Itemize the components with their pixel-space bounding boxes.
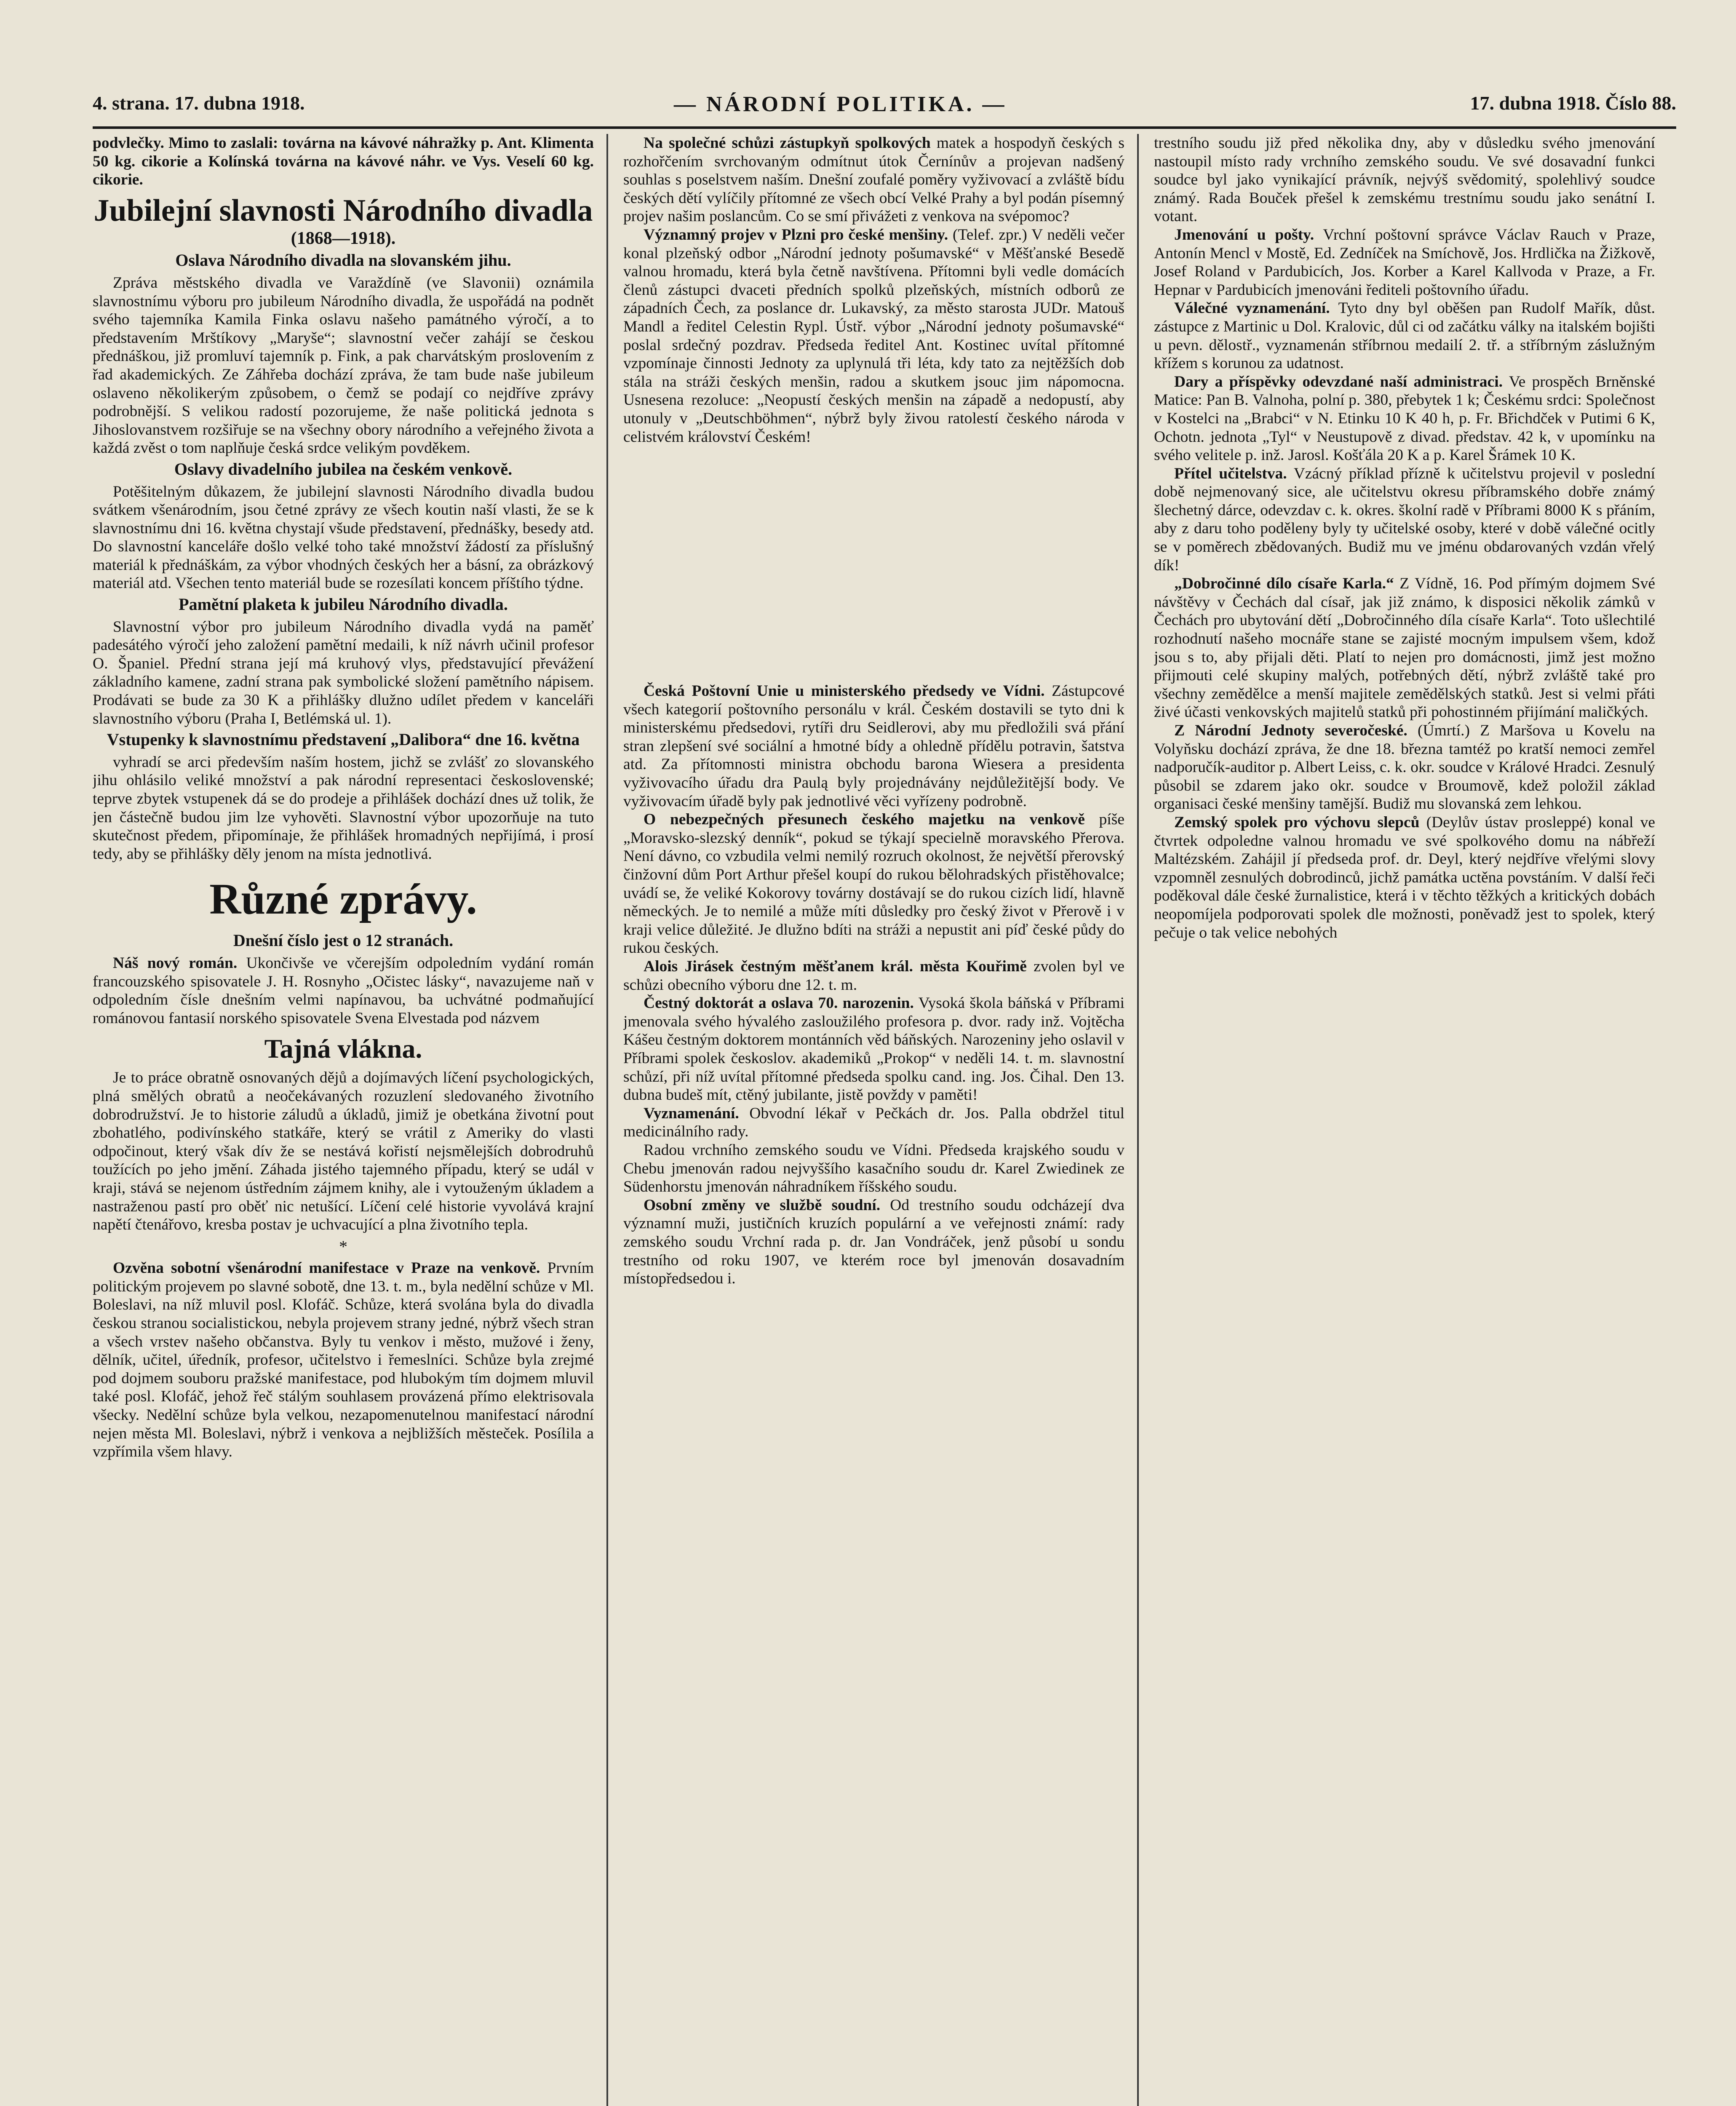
article-text: Prvním politickým projevem po slavné sobotě, dne 13. t. m., byla nedělní schůze v Ml. Boleslavi, na níž mluvil posl. Klofáč. Schůze, která svolána byla do divadla českou stranou socialistickou, nebyla projevem strany jedné, nýbrž všech stran a všech vrstev našeho občanstva. Byly tu venkov i město, mužové i ženy, dělník, učitel, úředník, profesor, učitelstvo i řemeslníci. Schůze byla zrejmé pod dojmem souboru pražské manifestace, pod hlubokým tím dojmem mluvil také posl. Klofáč, jehož řeč stálým souhlasem provázená přímo elektrisovala všecky. Nedělní schůze byla velkou, nezapomenutelnou manifestací národní nejen města Ml. Boleslavi, nýbrž i venkova a nejbližších městeček. Posílila a vzpřímila všem hlavy. [93, 1259, 594, 1461]
article-text: matek a hospodyň českých s rozhořčením svrchovaným odmítnut útok Černínův a projevan nadšený souhlas s poselstvem naším. Dnešní zoufalé poměry vyživovací a zvláště bídu českých dětí vylíčily přítomné ze všech obcí Velké Prahy a byl podán písemný projev našim poslancům. Co se smí přivážeti z venkova na svépomoc? [623, 134, 1124, 225]
masthead-title: — NÁRODNÍ POLITIKA. — [674, 92, 1007, 116]
article-lead: Zemský spolek pro výchovu slepců [1174, 813, 1420, 831]
article-text: Vzácný příklad přízně k učitelstvu projevil v poslední době nejmenovaný sice, ale učitelstvu okresu příbramského dobře známý šlechetný dárce, odevzdav c. k. okres. školní radě v Příbrami 8000 K s přáním, aby z daru toho poděleny byly ty učitelské osoby, které v době válečné ocitly se v poměrech zbědovaných. Budiž mu ve jménu obdarovaných vzdán vřelý dík! [1154, 465, 1655, 574]
article-lead: Česká Poštovní Unie u ministerského předsedy ve Vídni. [644, 682, 1045, 700]
article-lead: Osobní změny ve službě soudní. [644, 1196, 881, 1214]
article-lead: Alois Jirásek čestným měšťanem král. města Kouřimě [644, 958, 1027, 975]
article-text: Od trestního soudu odcházejí dva významní muži, justičních kruzích populární a ve veřejnosti známí: rady zemského soudu Vrchní rada p. dr. Jan Vondráček, jenž působí u sondu trestního od roku 1907, ve kterém roce byl jmenován dosavadním místopředsedou i. [623, 1196, 1124, 1288]
article-subheading: Oslava Národního divadla na slovanském jihu. [175, 251, 511, 270]
article-text: Zpráva městského divadla ve Varaždíně (ve Slavonii) oznámila slavnostnímu výboru pro jubileum Národního divadla, že uspořádá na podnět svého tajemníka Kamila Finka oslavu našeho památného výročí, a to představením Mrštíkovy „Maryše“; slavnostní večer zahájí se českou přednáškou, již promluví tajemník p. Fink, a pak charvátským proslovením z řad akademických. Ze Záhřeba dochází zpráva, že tam bude naše jubileum oslaveno několikerým způsobem, o čemž se podají co nejdříve zprávy podrobnější. S velikou radostí pozorujeme, že naše politická jednota s Jihoslovanstvem rozšiřuje se na všechny obory národního a veřejného života a každá zvěst o tom naplňuje česká srdce velikým povděkem. [93, 274, 594, 457]
article-lead: Dary a příspěvky odevzdané naší administraci. [1174, 373, 1503, 390]
article-text: píše „Moravsko-slezský denník“, pokud se týkají specielně moravského Přerova. Není dávno, co vzbudila velmi nemilý rozruch okolnost, že největší přerovský činžovní dům Port Arthur přešel koupí do rukou bělohradských přistěhovalce; uvádí se, že veliké Kokorovy továrny dostávají se do rukou cizích lidí, hlavně německých. Je to nemilé a může míti důsledky pro český život v Přerově i v kraji velice důležité. Je dlužno bdíti na stráži a nepustit ani píď české půdy do rukou českých. [623, 811, 1124, 957]
column-whitespace [623, 446, 1124, 682]
article-text: Radou vrchního zemského soudu ve Vídni. Předseda krajského soudu v Chebu jmenován radou nejvyššího kasačního soudu dr. Karel Zwiedinek ze Südenhorstu jmenován náhradníkem říšského soudu. [623, 1141, 1124, 1196]
issue-date-number: 17. dubna 1918. Číslo 88. [1470, 92, 1676, 114]
article-lead: Na společné schůzi zástupkyň spolkových [644, 134, 931, 152]
column-2 [623, 134, 1124, 2106]
article-lead: Náš nový román. [113, 954, 238, 972]
article-text: Ukončivše ve včerejším odpoledním vydání román francouzského spisovatele J. H. Rosnyho „Očistec lásky“, navazujeme naň v odpoledním čísle dnešním velmi napínavou, ba uchvátné podmaňující románovou fantasií norského spisovatele Svena Elvestada pod názvem [93, 954, 594, 1027]
page-number-date: 4. strana. 17. dubna 1918. [93, 92, 305, 114]
article-text: podvlečky. Mimo to zaslali: továrna na kávové náhražky p. Ant. Klimenta 50 kg. cikorie a Kolínská továrna na kávové náhr. ve Vys. Veselí 60 kg. cikorie. [93, 134, 594, 189]
article-lead: „Dobročinné dílo císaře Karla.“ [1174, 575, 1394, 593]
article-text: zvolen byl ve schůzi obecního výboru dne 12. t. m. [623, 958, 1124, 994]
article-text: trestního soudu již před několika dny, aby v důsledku svého jmenování nastoupil místo rady vrchního zemského soudu. Ve své dosavadní funkci soudce byl jako vynikající právník, nejvýš svědomitý, spolehlivý soudce známý. Rada Bouček přešel k zemskému trestnímu soudu jako senátní I. votant. [1154, 134, 1655, 225]
article-text: (Úmrtí.) Z Maršova u Kovelu na Volyňsku dochází zpráva, že dne 18. března tamtéž po kratší nemoci zemřel nadporučík-auditor p. Albert Leiss, c. k. okr. soudce v Králové Hradci. Zesnulý působil se zdarem jako okr. soudce v Broumově, kdež položil základ organisaci české menšiny tamější. Budiž mu slovanská zem lehkou. [1154, 722, 1655, 813]
article-subheading: Oslavy divadelního jubilea na českém venkově. [174, 459, 513, 478]
article-text: Vrchní poštovní správce Václav Rauch v Praze, Antonín Mencl v Mostě, Ed. Zedníček na Smíchově, Jos. Hrdlička na Žižkově, Josef Roland v Pardubicích, Jos. Korber a Karel Kallvoda v Praze, a Fr. Hepnar v Pardubicích jmenováni řediteli poštovního úřadu. [1154, 226, 1655, 299]
article-text: (Deylův ústav prosleppé) konal ve čtvrtek odpoledne valnou hromadu ve své spolkového domu na nábřeží Maltézském. Zahájil jí předseda prof. dr. Deyl, který nejdříve vřelými slovy vzpomněl zesnulých dobrodinců, jichž památka uctěna povstáním. V další řeči poděkoval dále české žurnalistice, která i v těchto těžkých a kritických dobách neopomíjela podporovati spolek dle možnosti, poněvadž jest to spolek, který pečuje o tak velice nebohých [1154, 813, 1655, 941]
article-lead: Ozvěna sobotní všenárodní manifestace v Praze na venkově. [113, 1259, 540, 1277]
header-rule [93, 126, 1676, 129]
article-text: Tyto dny byl oběšen pan Rudolf Mařík, důst. zástupce z Martinic u Dol. Kralovic, důl ci od začátku války na italském bojišti u pevn. dělostř., vyznamenán stříbrnou medailí 2. tř. a stříbrným záslužným křížem s korunou za udatnost. [1154, 299, 1655, 372]
jubilee-dates: (1868—1918). [291, 228, 396, 248]
article-text: Ve prospěch Brněnské Matice: Pan B. Valnoha, polní p. 380, přebytek 1 k; Českému srdci: Společnost v Kostelci na „Brabci“ v N. Etinku 10 K 40 h, p. Fr. Břichdček v Putimi 6 K, Ochotn. jednota „Tyl“ v Neustupově z divad. představ. 42 k, v upomínku na svého velitele p. inž. Jarosl. Košťála 20 K a p. Karel Šrámek 10 K. [1154, 373, 1655, 464]
article-lead: Z Národní Jednoty severočeské. [1174, 722, 1407, 739]
article-lead: O nebezpečných přesunech českého majetku na venkově [644, 811, 1085, 829]
column-3 [1154, 134, 1655, 2106]
section-separator: * [339, 1237, 347, 1256]
article-lead: Válečné vyznamenání. [1174, 299, 1330, 317]
article-subheading: Vstupenky k slavnostnímu představení „Dalibora“ dne 16. května [107, 730, 580, 749]
article-text: (Telef. zpr.) V neděli večer konal plzeňský odbor „Národní jednoty pošumavské“ v Měšťanské Besedě valnou hromadu, která byla četně navštívena. Přítomni byli vedle domácích členů zástupci dvaceti předních spolků plzeňských, místních odborů ze západních Čech, za poslance dr. Lukavský, za město starosta JUDr. Matouš Mandl a ředitel Celestin Rypl. Ústř. výbor „Národní jednoty pošumavské“ poslal srdečný pozdrav. Předseda ředitel Ant. Kostinec uvítal přítomné vzpomínaje činnosti Jednoty za uplynulá tři léta, kdy tato za nejtěžších dob stála na stráži českých menšin, radou a skutkem jsouc jim nápomocna. Usnesena rezoluce: „Neopustí českých menšin na západě a nedopustí, aby utonuly v „Deutschböhmen“, nýbrž byly živou ratolestí českého národa v celistvém království Českém! [623, 226, 1124, 446]
article-text: vyhradí se arci především naším hostem, jichž se zvlášť zo slovanského jihu ohlásilo veliké množství a pak národní representaci československé; teprve zbytek vstupenek dá se do prodeje a přihlášek dochází dnes už tolik, že jen částečně budou jim lze vyhověti. Slavnostní výbor upozorňuje na tuto skutečnost předem, připomínaje, že přihlášek hromadných nepřijímá, i prosí tedy, aby se přihlášky děly jenom na místa jednotlivá. [93, 753, 594, 863]
article-text: Obvodní lékař v Pečkách dr. Jos. Palla obdržel titul medicinálního rady. [623, 1104, 1124, 1141]
article-lead: Vyznamenání. [644, 1104, 739, 1122]
article-subheading: Pamětní plaketa k jubileu Národního divadla. [179, 595, 508, 614]
column-divider [1137, 134, 1139, 2106]
article-text: Z Vídně, 16. Pod přímým dojmem Své návštěvy v Čechách dal císař, jak již známo, k disposici několik zámků v Čechách pro ubytování dětí „Dobročinného díla císaře Karla“. Toto ušlechtilé rozhodnutí našeho mocnáře stane se zajisté mocným impulsem všem, kdož jsou s to, aby přijali děti. Platí to nejen pro domácnosti, jimž jest možno přijmouti celé skupiny malých, potřebných dětí, nýbrž zvláště také pro všechny zemědělce a menší majitele zemědělských statků. Jest si velmi přáti živé účasti venkovských majitelů statků při pohostinném přijímání maličkých. [1154, 575, 1655, 721]
article-text: Slavnostní výbor pro jubileum Národního divadla vydá na paměť padesátého výročí jeho založení pamětní medaili, k níž návrh učinil profesor O. Španiel. Přední strana její má kruhový vlys, představující převážení základního kamene, zadní strana pak symbolické složení pamětního nápisem. Prodávati se bude za 30 K a přihlášky dlužno udílet předem v kanceláři slavnostního výboru (Praha I, Betlémská ul. 1). [93, 618, 594, 727]
page-count-note: Dnešní číslo jest o 12 stranách. [233, 931, 454, 950]
column-1 [93, 134, 594, 2106]
article-text: Zástupcové všech kategorií poštovního personálu v král. Českém dostavili se tyto dni k ministerskému předsedovi, rytíři dru Seidlerovi, aby mu předložili svá přání stran zlepšení své sociální a hmotné bídy a ohledně přídělu potravin, šatstva atd. Za přítomnosti ministra obchodu barona Wiesera a presidenta vyživovacího úřadu dra Paulą byly projednávány nejdůležitější body. Ve vyživovacím úřadě byly pak jednotlivé věci vyřízeny podrobně. [623, 682, 1124, 810]
article-text: Potěšitelným důkazem, že jubilejní slavnosti Národního divadla budou svátkem všenárodním, jsou četné zprávy ze všech koutin naší vlasti, že se k slavnostnímu dni 16. května chystají všude představení, přednášky, besedy atd. Do slavnostní kanceláře došlo velké toho také množství žádostí za příslušný materiál k přednáškám, za výbor vhodných českých her a básní, za obrázkový materiál atd. Všechen tento materiál bude se rozesílati koncem příštího týdne. [93, 483, 594, 592]
article-lead: Významný projev v Plzni pro české menšiny. [644, 226, 948, 243]
article-lead: Čestný doktorát a oslava 70. narozenin. [644, 994, 914, 1012]
page-header [93, 92, 1676, 126]
article-lead: Jmenování u pošty. [1174, 226, 1314, 243]
column-divider [606, 134, 608, 2106]
novel-title: Tajná vlákna. [264, 1034, 422, 1064]
article-text: Je to práce obratně osnovaných dějů a dojímavých líčení psychologických, plná smělých obratů a neočekávaných rozuzlení sledovaného životního dobrodružství. Je to historie záludů a úkladů, jimiž je obetkána životní pout zbohatlého, podivínského statkáře, který se vrátil z Ameriky do vlasti odpočinout, který však dív že se nestává kořistí nejsmělejších dobrodruhů toužících po jeho jmění. Záhada jistého tajemného případu, který se udál v kraji, stává se nejenom ústředním zájmem knihy, ale i vytouženým úkladem a nastraženou pastí pro oběť nic netušící. Líčení celé historie vyvolává krajní napětí čtenářovo, kresba postav je uchvacující a plna životního tepla. [93, 1069, 594, 1234]
jubilee-headline: Jubilejní slavnosti Národního divadla [93, 193, 593, 228]
news-section-title: Různé zprávy. [209, 875, 477, 924]
article-text: Vysoká škola báňská v Příbrami jmenovala svého hývalého zasloužilého profesora p. dvor. rady inž. Vojtěcha Kášeu čestným doktorem montánních věd báňských. Narozeniny jeho oslavil v Příbrami spolek českoslov. akademiků „Prokop“ v neděli 14. t. m. slavnostní schůzí, při níž uvítal přítomné předseda spolku cand. ing. Jos. Čihal. Den 13. dubna budeš mít, ctěný jubilante, jistě povždy v paměti! [623, 994, 1124, 1104]
article-lead: Přítel učitelstva. [1174, 465, 1287, 482]
